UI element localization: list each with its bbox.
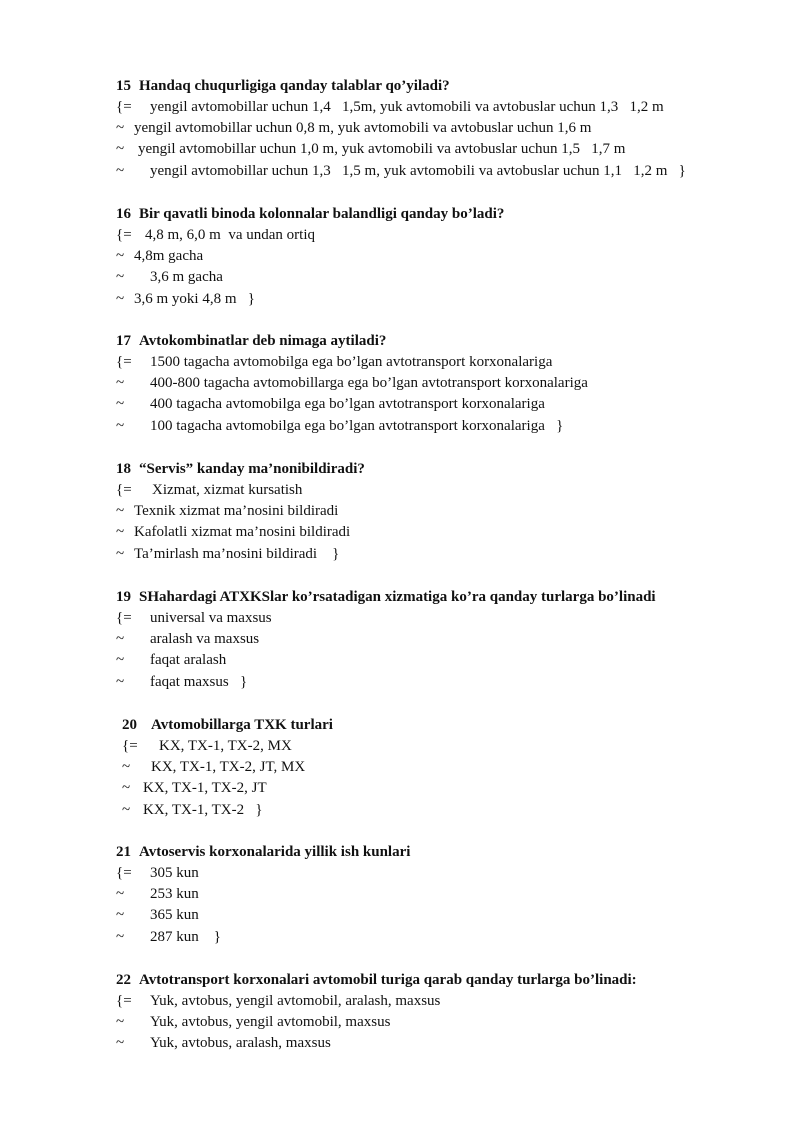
option-mark: ~ [116, 546, 125, 562]
option-distractor [116, 905, 199, 926]
question-text: SHahardagi ATXKSlar ko’rsatadigan xizmatiga ko’ra qanday turlarga bo’linadi [139, 589, 656, 605]
option-correct [122, 736, 292, 757]
option-correct [116, 97, 664, 118]
question-title [116, 587, 656, 608]
option-distractor [116, 118, 591, 139]
option-mark: {= [122, 738, 138, 754]
option-distractor [116, 394, 545, 415]
option-distractor [116, 672, 247, 693]
option-mark: ~ [116, 396, 125, 412]
option-text: faqat maxsus } [150, 674, 248, 690]
option-mark: {= [116, 993, 132, 1009]
option-distractor [116, 267, 223, 288]
option-distractor [122, 778, 267, 799]
option-text: 253 kun [150, 886, 199, 902]
option-text: Xizmat, xizmat kursatish [152, 482, 303, 498]
option-text: aralash va maxsus [150, 631, 260, 647]
question-title [116, 204, 504, 225]
option-distractor [116, 161, 686, 182]
option-text: yengil avtomobillar uchun 0,8 m, yuk avtomobili va avtobuslar uchun 1,6 m [134, 120, 592, 136]
option-correct [116, 991, 440, 1012]
option-mark: ~ [116, 120, 125, 136]
option-distractor [116, 884, 199, 905]
option-mark: ~ [116, 929, 125, 945]
question-title [116, 331, 386, 352]
option-mark: {= [116, 227, 132, 243]
question-number: 17 [116, 333, 131, 349]
option-text: 1500 tagacha avtomobilga ega bo’lgan avtotransport korxonalariga [150, 354, 553, 370]
option-mark: {= [116, 99, 132, 115]
option-distractor [116, 246, 203, 267]
question-text: “Servis” kanday ma’nonibildiradi? [139, 461, 365, 477]
option-distractor [116, 501, 338, 522]
option-text: KX, TX-1, TX-2, MX [159, 738, 292, 754]
option-correct [116, 225, 315, 246]
option-mark: ~ [116, 141, 125, 157]
option-mark: ~ [116, 652, 125, 668]
question-text: Avtoservis korxonalarida yillik ish kunlari [139, 844, 411, 860]
option-text: KX, TX-1, TX-2, JT [143, 780, 267, 796]
option-mark: ~ [116, 375, 125, 391]
option-mark: ~ [116, 269, 125, 285]
option-mark: {= [116, 354, 132, 370]
option-distractor [116, 629, 259, 650]
option-text: KX, TX-1, TX-2 } [143, 802, 263, 818]
question-number: 19 [116, 589, 131, 605]
option-distractor [116, 650, 226, 671]
option-mark: ~ [116, 524, 125, 540]
option-mark: ~ [122, 759, 131, 775]
question-number: 20 [122, 717, 137, 733]
question-number: 22 [116, 972, 131, 988]
option-distractor [116, 1012, 390, 1033]
option-mark: ~ [116, 1035, 125, 1051]
option-text: Yuk, avtobus, aralash, maxsus [150, 1035, 331, 1051]
option-text: yengil avtomobillar uchun 1,3 1,5 m, yuk avtomobili va avtobuslar uchun 1,1 1,2 m } [150, 163, 686, 179]
option-distractor [122, 800, 263, 821]
option-text: 3,6 m gacha [150, 269, 223, 285]
option-correct [116, 352, 552, 373]
option-mark: ~ [116, 907, 125, 923]
option-mark: ~ [122, 780, 131, 796]
option-correct [116, 863, 199, 884]
option-text: faqat aralash [150, 652, 227, 668]
option-text: 400 tagacha avtomobilga ega bo’lgan avtotransport korxonalariga [150, 396, 545, 412]
question-number: 16 [116, 206, 131, 222]
option-text: 100 tagacha avtomobilga ega bo’lgan avtotransport korxonalariga } [150, 418, 564, 434]
option-mark: ~ [116, 886, 125, 902]
question-title [122, 715, 333, 736]
option-text: KX, TX-1, TX-2, JT, MX [151, 759, 306, 775]
option-text: 3,6 m yoki 4,8 m } [134, 291, 255, 307]
option-text: 365 kun [150, 907, 199, 923]
option-text: yengil avtomobillar uchun 1,4 1,5m, yuk avtomobili va avtobuslar uchun 1,3 1,2 m [150, 99, 664, 115]
option-text: 305 kun [150, 865, 199, 881]
option-mark: ~ [116, 674, 125, 690]
option-text: 4,8m gacha [134, 248, 204, 264]
option-correct [116, 480, 302, 501]
option-distractor [116, 522, 350, 543]
option-distractor [116, 927, 221, 948]
option-mark: ~ [116, 163, 125, 179]
option-mark: ~ [122, 802, 131, 818]
option-text: 400-800 tagacha avtomobillarga ega bo’lgan avtotransport korxonalariga [150, 375, 588, 391]
question-title [116, 76, 450, 97]
question-number: 18 [116, 461, 131, 477]
question-text: Bir qavatli binoda kolonnalar balandligi qanday bo’ladi? [139, 206, 505, 222]
option-distractor [122, 757, 305, 778]
option-mark: ~ [116, 503, 125, 519]
option-text: Kafolatli xizmat ma’nosini bildiradi [134, 524, 351, 540]
question-text: Avtomobillarga TXK turlari [151, 717, 333, 733]
question-title [116, 459, 365, 480]
option-text: Ta’mirlash ma’nosini bildiradi } [134, 546, 340, 562]
option-distractor [116, 1033, 331, 1054]
option-text: 4,8 m, 6,0 m va undan ortiq [145, 227, 315, 243]
question-number: 15 [116, 78, 131, 94]
question-title [116, 842, 410, 863]
question-text: Avtotransport korxonalari avtomobil turiga qarab qanday turlarga bo’linadi: [139, 972, 637, 988]
option-distractor [116, 416, 563, 437]
option-text: Yuk, avtobus, yengil avtomobil, maxsus [150, 1014, 391, 1030]
option-text: 287 kun } [150, 929, 221, 945]
option-text: universal va maxsus [150, 610, 272, 626]
option-text: Yuk, avtobus, yengil avtomobil, aralash, maxsus [150, 993, 441, 1009]
option-distractor [116, 544, 339, 565]
option-distractor [116, 139, 625, 160]
question-text: Handaq chuqurligiga qanday talablar qo’yiladi? [139, 78, 450, 94]
option-distractor [116, 373, 588, 394]
option-text: yengil avtomobillar uchun 1,0 m, yuk avtomobili va avtobuslar uchun 1,5 1,7 m [138, 141, 626, 157]
option-mark: ~ [116, 1014, 125, 1030]
option-text: Texnik xizmat ma’nosini bildiradi [134, 503, 339, 519]
option-mark: {= [116, 865, 132, 881]
option-mark: {= [116, 610, 132, 626]
option-mark: ~ [116, 418, 125, 434]
option-correct [116, 608, 272, 629]
option-mark: ~ [116, 291, 125, 307]
option-mark: {= [116, 482, 132, 498]
option-mark: ~ [116, 248, 125, 264]
question-number: 21 [116, 844, 131, 860]
question-text: Avtokombinatlar deb nimaga aytiladi? [139, 333, 387, 349]
option-distractor [116, 289, 255, 310]
question-title [116, 970, 637, 991]
option-mark: ~ [116, 631, 125, 647]
